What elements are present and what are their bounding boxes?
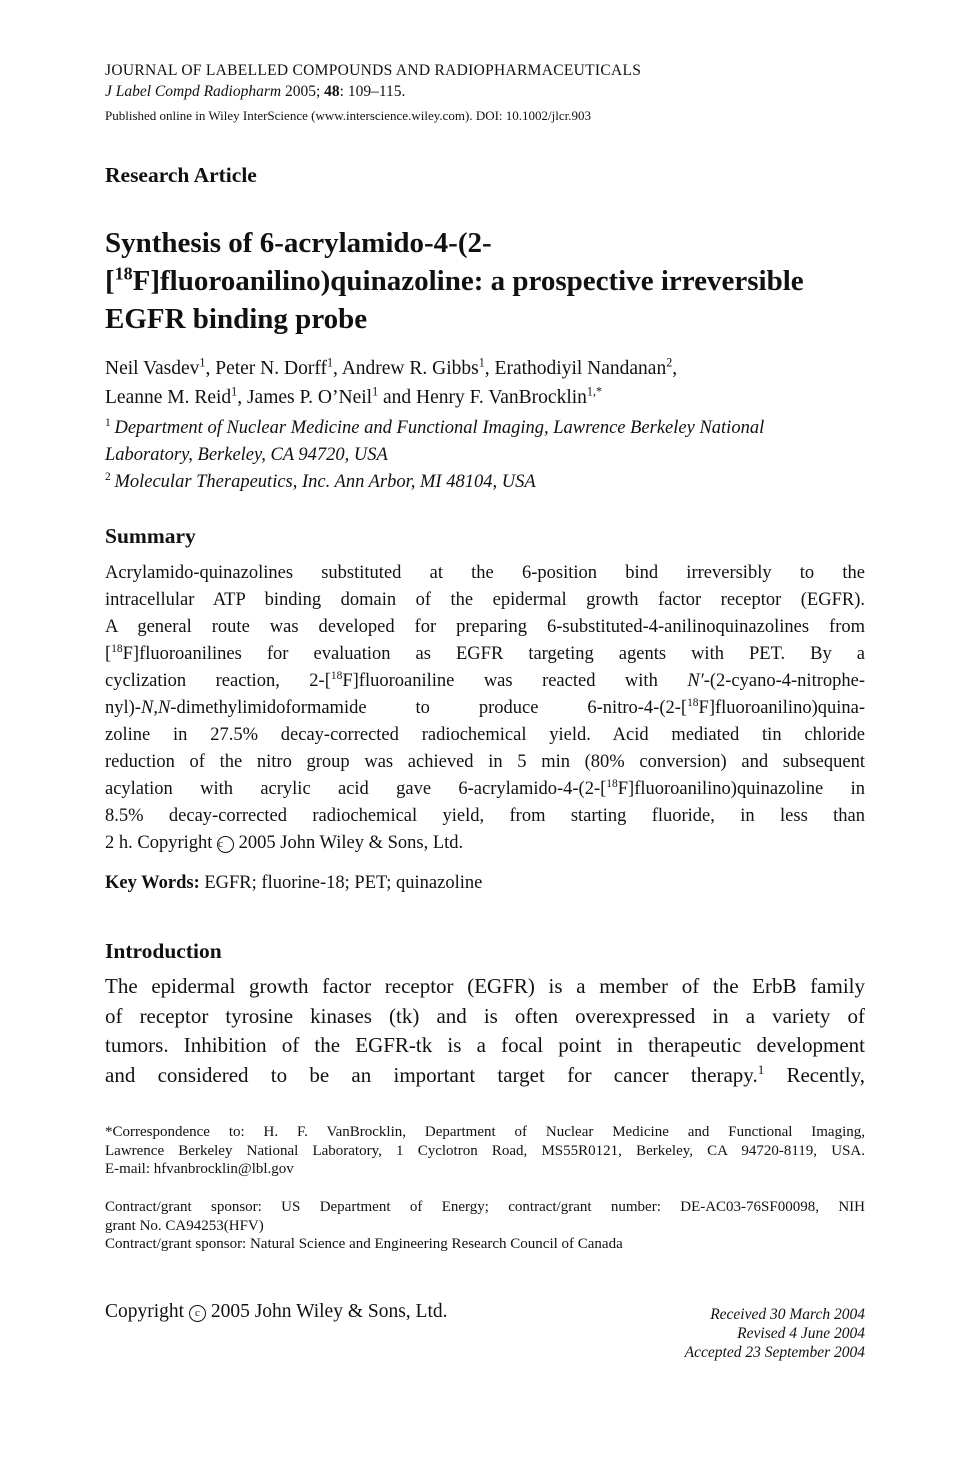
isotope-sup: 18 — [111, 642, 123, 655]
correspondence-email: E-mail: hfvanbrocklin@lbl.gov — [105, 1161, 294, 1177]
author-affil-sup: 1 — [326, 355, 334, 370]
author-name: Neil Vasdev — [105, 358, 200, 379]
text-run: 2 h. Copyright — [105, 833, 213, 853]
author-affil-sup: 2 — [666, 355, 673, 370]
affiliation-sup: 1 — [105, 416, 111, 429]
correspondence-note — [105, 1123, 865, 1179]
text-run: F]fluoroanilines for evaluation as EGFR targeting agents with PET. By a — [122, 644, 865, 664]
journal-name: JOURNAL OF LABELLED COMPOUNDS AND RADIOPHARMACEUTICALS — [105, 62, 642, 79]
text-run: , — [153, 698, 158, 718]
correspondence-line: *Correspondence to: H. F. VanBrocklin, Department of Nuclear Medicine and Functional Imaging, — [105, 1124, 865, 1140]
text-run: 2005 John Wiley & Sons, Ltd. — [210, 1301, 448, 1322]
article-type: Research Article — [105, 163, 257, 187]
summary-body — [105, 560, 865, 857]
italic-run: N — [140, 698, 154, 718]
text-run: F]fluoroanilino)quinazoline in — [617, 779, 865, 799]
intro-line: of receptor tyrosine kinases (tk) and is often overexpressed in a variety of — [105, 1003, 865, 1028]
author-affil-sup: 1 — [478, 355, 485, 370]
summary-line: intracellular ATP binding domain of the epidermal growth factor receptor (EGFR). — [105, 590, 865, 610]
author-line-1 — [105, 354, 677, 383]
author-name: James P. O’Neil — [246, 387, 373, 408]
title-line-2-text: F]fluoroanilino)quinazoline: a prospective irreversible — [132, 265, 804, 297]
author-separator: , — [484, 358, 495, 379]
text-run: [ — [105, 644, 112, 664]
author-name: Henry F. VanBrocklin — [416, 387, 587, 408]
text-run: -dimethylimidoformamide to produce 6-nitro-4-(2-[ — [170, 698, 688, 718]
citation-line — [105, 83, 405, 101]
received-date: Received 30 March 2004 — [710, 1306, 865, 1323]
title-bracket: [ — [105, 265, 115, 297]
text-run: and considered to be an important target for cancer therapy. — [105, 1062, 758, 1087]
title-isotope-sup: 18 — [114, 263, 133, 284]
summary-line — [105, 668, 865, 695]
keywords-label: Key Words: — [105, 873, 200, 893]
title-line-3: EGFR binding probe — [105, 303, 368, 335]
text-run: acylation with acrylic acid gave 6-acrylamido-4-(2-[ — [105, 779, 607, 799]
text-run: -(2-cyano-4-nitrophe- — [703, 671, 865, 691]
grant-line: grant No. CA94253(HFV) — [105, 1217, 264, 1234]
affiliations — [105, 415, 865, 496]
text-run: F]fluoroanilino)quina- — [698, 698, 865, 718]
title-line-2 — [105, 262, 885, 300]
title-line-1: Synthesis of 6-acrylamido-4-(2- — [105, 227, 492, 259]
summary-line — [105, 776, 865, 803]
affiliation-1-line-2: Laboratory, Berkeley, CA 94720, USA — [105, 445, 388, 465]
reference-sup: 1 — [757, 1061, 765, 1077]
introduction-heading: Introduction — [105, 939, 222, 963]
author-affil-sup: 1 — [231, 384, 238, 399]
summary-line — [105, 641, 865, 668]
citation-journal: J Label Compd Radiopharm — [105, 83, 282, 100]
summary-heading: Summary — [105, 524, 196, 548]
copyright-icon: c — [217, 836, 234, 853]
text-run: F]fluoroaniline was reacted with — [342, 671, 688, 691]
author-affil-sup: 1,* — [586, 384, 603, 399]
author-separator: , — [237, 387, 247, 408]
isotope-sup: 18 — [606, 777, 618, 790]
isotope-sup: 18 — [687, 696, 699, 709]
text-run: nyl)- — [105, 698, 141, 718]
summary-line: 8.5% decay-corrected radiochemical yield, from starting fluoride, in less than — [105, 806, 865, 826]
history-dates — [685, 1305, 865, 1362]
affiliation-2-line-1 — [105, 469, 865, 496]
author-separator: , — [672, 358, 678, 379]
footer-copyright — [105, 1301, 448, 1323]
text-run: 2005 John Wiley & Sons, Ltd. — [238, 833, 464, 853]
author-line-2 — [105, 383, 677, 412]
keywords-text: EGFR; fluorine-18; PET; quinazoline — [204, 873, 483, 893]
author-name: Leanne M. Reid — [105, 387, 232, 408]
text-run: Recently, — [786, 1062, 865, 1087]
citation-year: 2005; — [284, 83, 321, 100]
citation-volume: 48 — [324, 83, 340, 100]
intro-line: tumors. Inhibition of the EGFR-tk is a focal point in therapeutic development — [105, 1033, 865, 1057]
author-separator: and — [378, 387, 417, 408]
author-affil-sup: 1 — [372, 384, 379, 399]
italic-run: N — [157, 698, 171, 718]
text-run: cyclization reaction, 2-[ — [105, 671, 331, 691]
correspondence-line: Lawrence Berkeley National Laboratory, 1 Cyclotron Road, MS55R0121, Berkeley, CA 94720-8119, USA. — [105, 1142, 865, 1159]
summary-line: A general route was developed for preparing 6-substituted-4-anilinoquinazolines from — [105, 617, 865, 637]
author-name: Andrew R. Gibbs — [341, 358, 479, 379]
grant-line: Contract/grant sponsor: Natural Science and Engineering Research Council of Canada — [105, 1236, 623, 1252]
affiliation-sup: 2 — [105, 470, 111, 483]
citation-pages: : 109–115. — [339, 83, 406, 100]
summary-line — [105, 830, 865, 857]
author-name: Erathodiyil Nandanan — [494, 358, 667, 379]
grant-note — [105, 1198, 865, 1254]
affiliation-text: Department of Nuclear Medicine and Functional Imaging, Lawrence Berkeley National — [114, 418, 765, 438]
text-run: Copyright — [105, 1301, 185, 1322]
author-name: Peter N. Dorff — [215, 358, 327, 379]
article-title — [105, 224, 885, 338]
author-separator: , — [333, 358, 342, 379]
italic-run: N′ — [687, 671, 704, 691]
author-affil-sup: 1 — [199, 355, 206, 370]
keywords — [105, 873, 482, 894]
published-online-line: Published online in Wiley InterScience (www.interscience.wiley.com). DOI: 10.1002/jlcr.903 — [105, 108, 592, 123]
summary-line — [105, 695, 865, 722]
summary-line: reduction of the nitro group was achieved in 5 min (80% conversion) and subsequent — [105, 752, 865, 772]
intro-line: The epidermal growth factor receptor (EGFR) is a member of the ErbB family — [105, 974, 865, 998]
affiliation-1-line-1 — [105, 415, 865, 442]
author-list — [105, 354, 677, 412]
accepted-date: Accepted 23 September 2004 — [684, 1344, 865, 1361]
affiliation-text: Molecular Therapeutics, Inc. Ann Arbor, MI 48104, USA — [114, 472, 536, 492]
introduction-body — [105, 972, 865, 1090]
author-separator: , — [205, 358, 216, 379]
grant-line: Contract/grant sponsor: US Department of Energy; contract/grant number: DE-AC03-76SF00098, NIH — [105, 1199, 865, 1215]
intro-line — [105, 1061, 865, 1091]
revised-date: Revised 4 June 2004 — [737, 1325, 865, 1342]
summary-line: zoline in 27.5% decay-corrected radiochemical yield. Acid mediated tin chloride — [105, 725, 865, 745]
summary-line: Acrylamido-quinazolines substituted at the 6-position bind irreversibly to the — [105, 563, 865, 583]
copyright-icon: c — [189, 1305, 206, 1322]
isotope-sup: 18 — [330, 669, 343, 682]
